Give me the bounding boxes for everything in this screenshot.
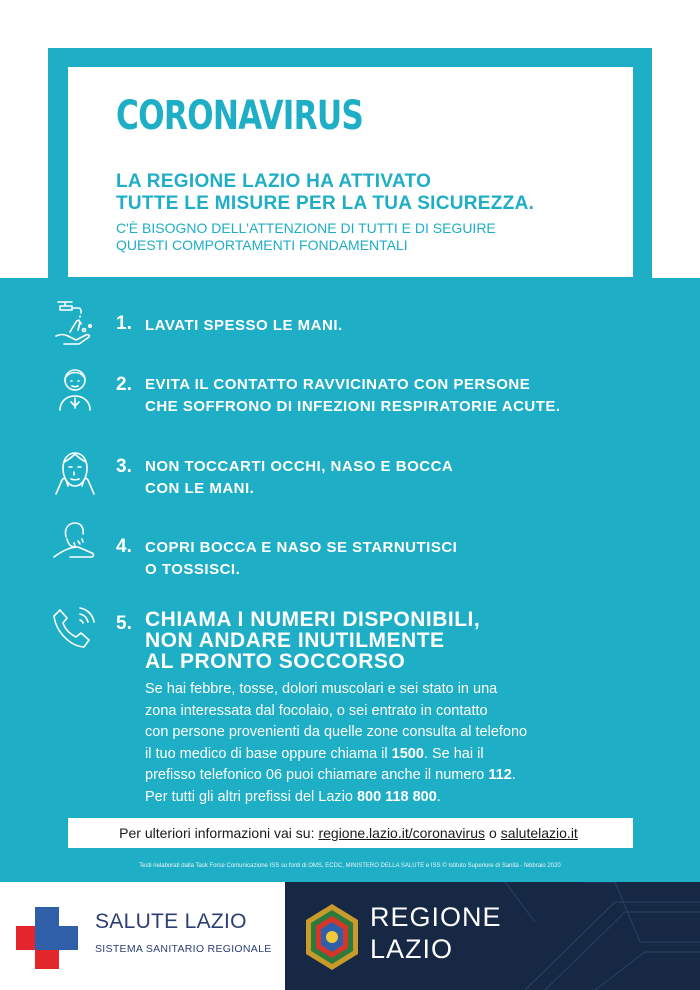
item-5-headline-line-1: CHIAMA I NUMERI DISPONIBILI, (145, 608, 481, 631)
item-5-body-line-6 (145, 787, 527, 809)
item-2-text (145, 374, 561, 418)
credits-text: Testi rielaborati dalla Task Force Comunicazione ISS su fonti di OMS, ECDC, MINISTERO DELLA SALUTE e ISS © Istituto Superiore di Sanità - febbraio 2020 (139, 863, 561, 869)
item-4-text (145, 537, 457, 581)
item-4-line-2: O TOSSISCI. (145, 561, 241, 578)
header-box (68, 67, 633, 277)
body-line-4-post: . Se hai il (423, 745, 484, 762)
item-4-line-1: COPRI BOCCA E NASO SE STARNUTISCI (145, 539, 458, 556)
salute-lazio-cross-logo (14, 905, 80, 971)
item-5-body-line-2: zona interessata dal focolaio, o sei entrato in contatto (145, 702, 488, 719)
face-touch-icon (50, 448, 100, 498)
note-line-1: C'È BISOGNO DELL'ATTENZIONE DI TUTTI E DI SEGUIRE (116, 220, 496, 236)
regione-title-line-2: LAZIO (370, 934, 454, 964)
item-5-headline-line-3: AL PRONTO SOCCORSO (145, 650, 406, 673)
body-line-5-post: . (511, 767, 516, 783)
item-1-text (145, 315, 343, 337)
salute-lazio-title: SALUTE LAZIO (95, 910, 247, 933)
item-5-number: 5. (116, 613, 132, 634)
subtitle-line-2: TUTTE LE MISURE PER LA TUA SICUREZZA. (116, 193, 535, 214)
subtitle-line-1: LA REGIONE LAZIO HA ATTIVATO (116, 171, 432, 192)
item-5-body-line-3: con persone provenienti da quelle zone consulta al telefono (145, 724, 528, 740)
item-4-number: 4. (116, 536, 132, 557)
item-5-body-line-5 (145, 765, 527, 787)
phone-number-112: 112 (488, 767, 512, 783)
info-bar (68, 818, 633, 848)
hand-washing-icon (50, 296, 100, 346)
phone-number-1500: 1500 (391, 745, 424, 762)
item-5-body-line-1: Se hai febbre, tosse, dolori muscolari e sei stato in una (145, 681, 498, 697)
item-1-line-1: LAVATI SPESSO LE MANI. (145, 317, 343, 334)
link-salutelazio[interactable]: salutelazio.it (500, 825, 578, 841)
body-line-6-post: . (436, 788, 441, 805)
item-5-headline (145, 609, 480, 672)
link-regione-coronavirus[interactable]: regione.lazio.it/coronavirus (318, 825, 485, 841)
regione-lazio-footer (285, 882, 700, 990)
regione-title-line-1: REGIONE (370, 902, 502, 932)
body-line-4-pre: il tuo medico di base oppure chiama il (145, 745, 392, 762)
phone-icon (50, 604, 100, 654)
item-5-body (145, 679, 527, 808)
page-title: CORONAVIRUS (116, 93, 364, 139)
item-3-text (145, 456, 453, 500)
phone-number-800: 800 118 800 (356, 788, 437, 805)
item-5-body-line-4 (145, 744, 527, 766)
regione-lazio-emblem (302, 902, 362, 972)
item-5-headline-line-2: NON ANDARE INUTILMENTE (145, 629, 445, 652)
salute-lazio-footer (0, 882, 285, 990)
sneeze-elbow-icon (50, 517, 100, 567)
item-2-line-1: EVITA IL CONTATTO RAVVICINATO CON PERSONE (145, 376, 531, 393)
item-3-line-2: CON LE MANI. (145, 480, 255, 497)
item-3-number: 3. (116, 456, 132, 477)
note-line-2: QUESTI COMPORTAMENTI FONDAMENTALI (116, 237, 408, 253)
item-1-number: 1. (116, 313, 132, 334)
item-3-line-1: NON TOCCARTI OCCHI, NASO E BOCCA (145, 458, 454, 475)
body-line-5-pre: prefisso telefonico 06 puoi chiamare anche il numero (145, 767, 489, 783)
item-2-number: 2. (116, 374, 132, 395)
info-separator: o (488, 825, 497, 841)
body-line-6-pre: Per tutti gli altri prefissi del Lazio (145, 788, 357, 805)
info-prefix: Per ulteriori informazioni vai su: (119, 825, 315, 841)
salute-lazio-subtitle: SISTEMA SANITARIO REGIONALE (95, 943, 272, 955)
sick-person-icon (50, 364, 100, 414)
item-2-line-2: CHE SOFFRONO DI INFEZIONI RESPIRATORIE ACUTE. (145, 398, 561, 415)
